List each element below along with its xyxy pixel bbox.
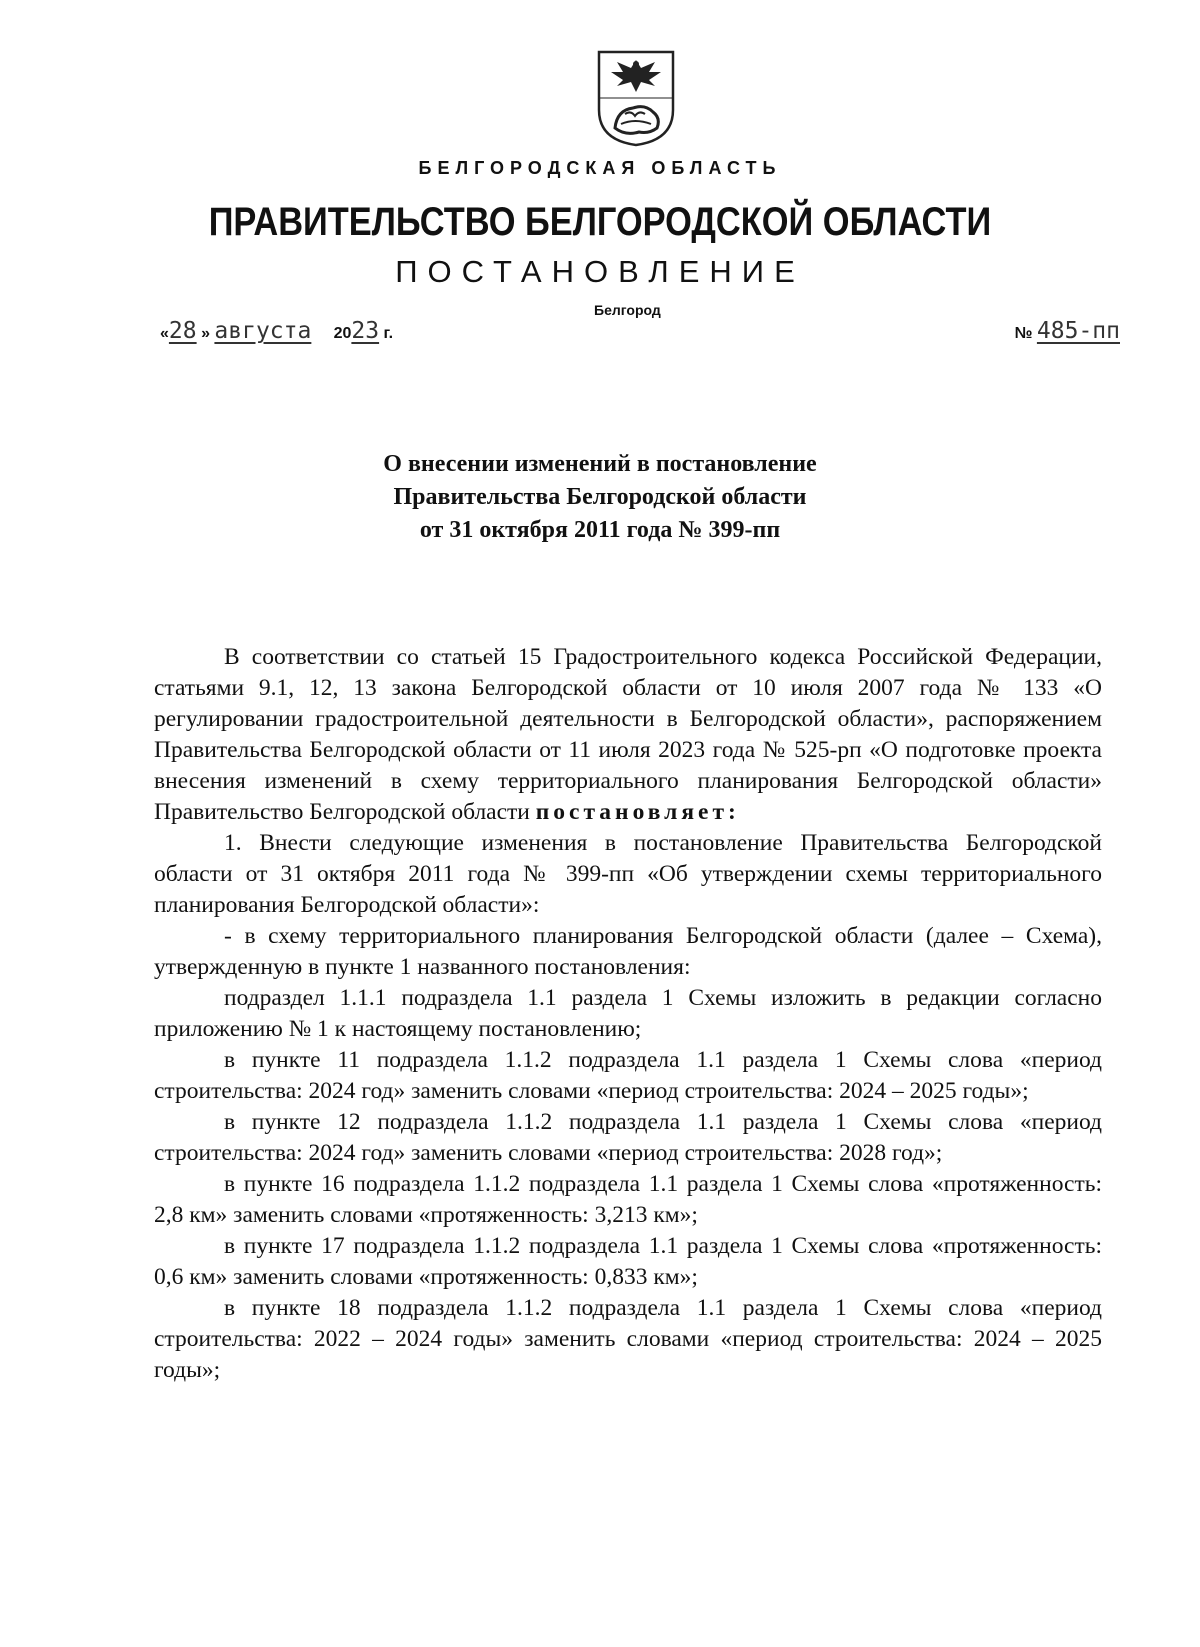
number-label: № [1014,325,1033,342]
coat-of-arms-icon [595,48,677,148]
date-day: 28 [168,318,197,344]
date-year-mark: г. [383,325,394,342]
body-paragraph [154,642,1102,828]
document-date [160,318,393,344]
body-paragraph: - в схему территориального планирования Белгородской области (далее – Схема), утвержденную в пункте 1 названного постановления: [154,923,1102,980]
body-paragraph: подраздел 1.1.1 подраздела 1.1 раздела 1 Схемы изложить в редакции согласно приложению № 1 к настоящему постановлению; [154,985,1102,1042]
paragraph-text: В соответствии со статьей 15 Градостроительного кодекса Российской Федерации, статьями 9.1, 12, 13 закона Белгородской области от 10 июля 2007 года № 133 «О регулировании градостроительной деятельности в Белгородской области», распоряжением Правительства Белгородской области от 11 июля 2023 года № 525-рп «О подготовке проекта внесения изменений в схему территориального планирования Белгородской области» Правительство Белгородской области [154,644,1102,825]
document-title [0,448,1200,547]
government-name: ПРАВИТЕЛЬСТВО БЕЛГОРОДСКОЙ ОБЛАСТИ [208,200,992,244]
date-year-suffix: 23 [351,318,380,344]
city-name: Белгород [594,302,661,318]
date-number-row [160,318,1120,354]
title-line: О внесении изменений в постановление [383,451,817,477]
decree-keyword: постановляет: [535,799,740,825]
body-paragraph: в пункте 17 подраздела 1.1.2 подраздела 1.1 раздела 1 Схемы слова «протяженность: 0,6 км» заменить словами «протяженность: 0,833 км»; [154,1233,1102,1290]
body-paragraph: в пункте 16 подраздела 1.1.2 подраздела 1.1 раздела 1 Схемы слова «протяженность: 2,8 км» заменить словами «протяженность: 3,213 км»; [154,1171,1102,1228]
document-type: ПОСТАНОВЛЕНИЕ [395,254,805,289]
number-value: 485-пп [1036,318,1120,344]
document-number [1015,318,1120,344]
body-paragraph: в пункте 12 подраздела 1.1.2 подраздела 1.1 раздела 1 Схемы слова «период строительства: 2024 год» заменить словами «период строительства: 2028 год»; [154,1109,1102,1166]
region-name: БЕЛГОРОДСКАЯ ОБЛАСТЬ [418,158,782,178]
date-month: августа [214,318,312,344]
date-close-quote: » [201,325,210,342]
title-line: от 31 октября 2011 года № 399-пп [419,517,781,543]
date-year-prefix: 20 [333,325,352,342]
date-open-quote: « [160,325,169,342]
document-body [154,642,1102,1386]
body-paragraph: в пункте 18 подраздела 1.1.2 подраздела 1.1 раздела 1 Схемы слова «период строительства: 2022 – 2024 годы» заменить словами «период строительства: 2024 – 2025 годы»; [154,1295,1102,1383]
body-paragraph: 1. Внести следующие изменения в постановление Правительства Белгородской области от 31 октября 2011 года № 399-пп «Об утверждении схемы территориального планирования Белгородской области»: [154,830,1102,918]
body-paragraph: в пункте 11 подраздела 1.1.2 подраздела 1.1 раздела 1 Схемы слова «период строительства: 2024 год» заменить словами «период строительства: 2024 – 2025 годы»; [154,1047,1102,1104]
title-line: Правительства Белгородской области [393,484,807,510]
